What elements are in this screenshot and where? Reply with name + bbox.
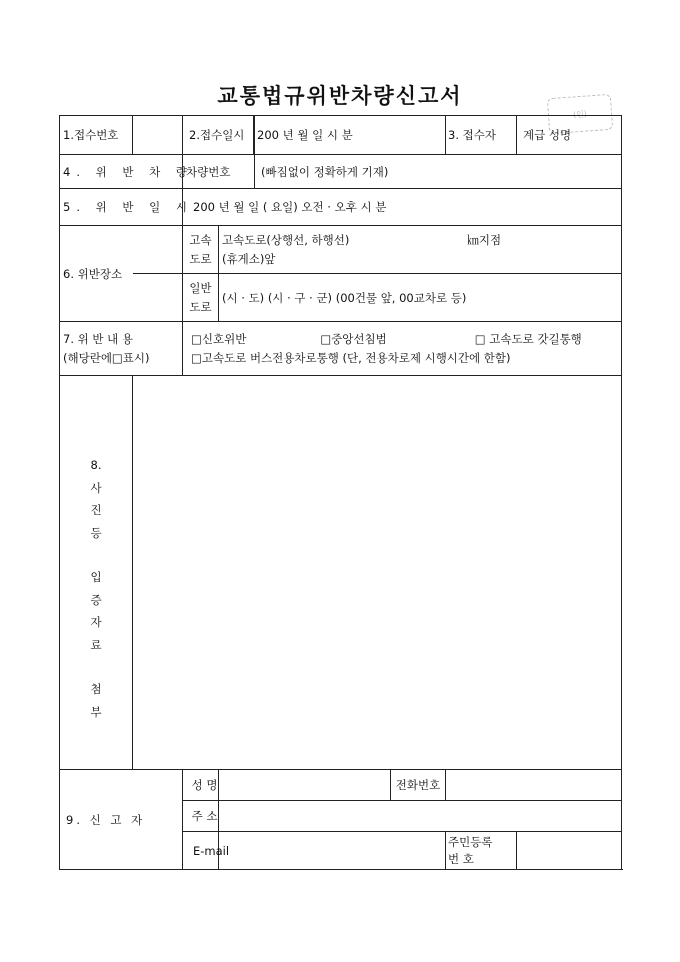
plate-label: 차량번호 xyxy=(183,155,255,189)
violation-content-label: 7. 위 반 내 용 (해당란에□표시) xyxy=(60,322,183,376)
reporter-id-label: 주민등록 번 호 xyxy=(446,832,517,870)
violation-content-options xyxy=(183,322,622,376)
receipt-no-field[interactable] xyxy=(133,116,183,155)
general-road-field[interactable]: (시 · 도) (시 · 구 · 군) (00건물 앞, 00교차로 등) xyxy=(219,274,622,322)
option-signal-violation[interactable]: □신호위반 xyxy=(191,331,247,346)
option-centerline-violation[interactable]: □중앙선침범 xyxy=(320,331,387,346)
row-place-general xyxy=(60,274,622,322)
reporter-phone-label: 전화번호 xyxy=(391,770,446,801)
reporter-email-field[interactable] xyxy=(219,832,446,870)
plate-field[interactable]: (빠짐없이 정확하게 기재) xyxy=(255,155,622,189)
reporter-email-label: E-mail xyxy=(193,843,230,858)
seal-stamp: (인) xyxy=(547,94,613,134)
reporter-address-field[interactable] xyxy=(219,801,622,832)
reporter-address-label: 주 소 xyxy=(191,809,218,823)
reporter-id-field[interactable] xyxy=(517,832,622,870)
option-shoulder-driving[interactable]: □ 고속도로 갓길통행 xyxy=(474,331,582,346)
highway-label: 고속 도로 xyxy=(183,226,219,274)
document-title: 교통법규위반차량신고서 xyxy=(217,83,463,108)
vehicle-label: 4. 위 반 차 량 xyxy=(60,155,183,189)
violation-place-label: 6. 위반장소 xyxy=(60,226,133,322)
violation-datetime-field[interactable]: 200 년 월 일 ( 요일) 오전 · 오후 시 분 xyxy=(183,189,622,226)
reporter-name-label: 성 명 xyxy=(191,778,218,792)
report-form-table xyxy=(59,115,622,870)
row-datetime xyxy=(60,189,622,226)
row-reporter-name xyxy=(60,770,622,801)
reporter-phone-field[interactable] xyxy=(446,770,622,801)
violation-datetime-label: 5. 위 반 일 시 xyxy=(60,189,183,226)
row-place-highway xyxy=(60,226,622,274)
receipt-no-label: 1.접수번호 xyxy=(60,116,133,155)
row-receipt xyxy=(60,116,622,155)
receipt-date-field[interactable]: 200 년 월 일 시 분 xyxy=(255,116,446,155)
option-bus-lane-violation[interactable]: □고속도로 버스전용차로통행 (단, 전용차로제 시행시간에 한함) xyxy=(191,350,511,365)
reporter-label: 9. 신 고 자 xyxy=(60,770,183,870)
general-road-label: 일반 도로 xyxy=(183,274,219,322)
receiver-label: 3. 접수자 xyxy=(446,116,517,155)
receipt-date-label: 2.접수일시 xyxy=(187,116,254,154)
row-evidence xyxy=(60,376,622,770)
row-vehicle xyxy=(60,155,622,189)
row-violation-content xyxy=(60,322,622,376)
km-point: ㎞지점 xyxy=(467,232,502,247)
evidence-label: 8. 사 진 등 입 증 자 료 첨 부 xyxy=(60,376,133,770)
evidence-attachment-area[interactable] xyxy=(133,376,622,770)
reporter-name-field[interactable] xyxy=(219,770,391,801)
highway-field[interactable]: 고속도로(상행선, 하행선) ㎞지점 (휴게소)앞 xyxy=(219,226,622,274)
receiver-field[interactable]: 계급 성명 xyxy=(517,116,622,155)
